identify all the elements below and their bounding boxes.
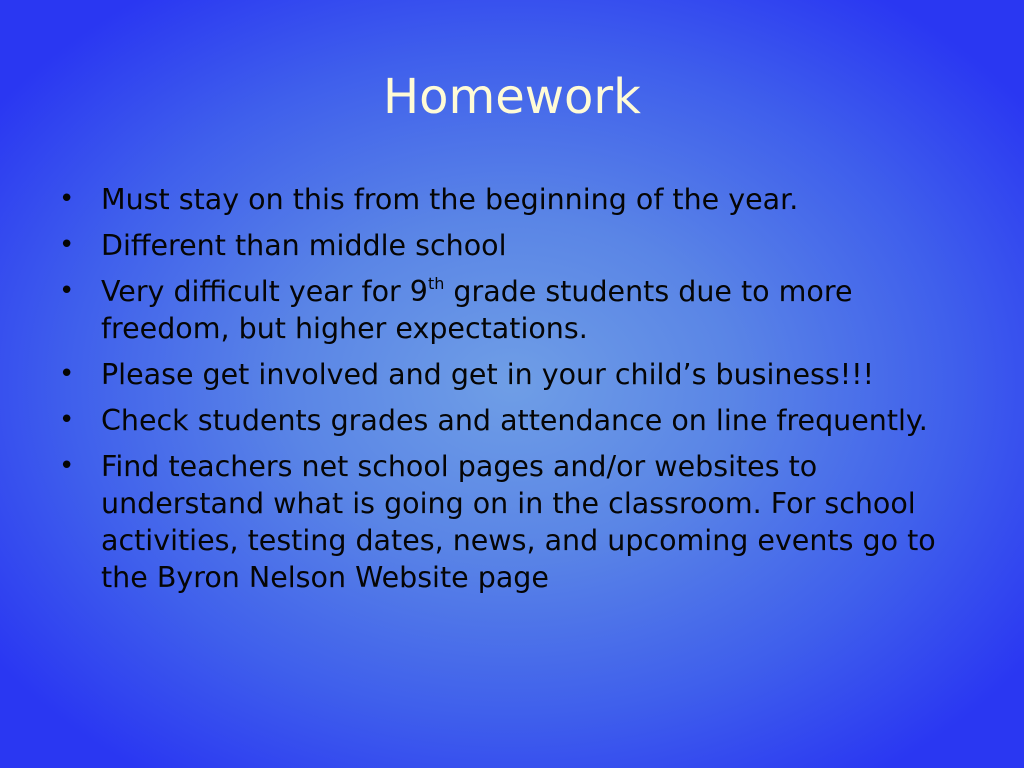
bullet-item <box>56 402 956 439</box>
bullet-text: Very difficult year for 9 <box>101 275 428 308</box>
bullet-text: Please get involved and get in your child’s business!!! <box>101 358 874 391</box>
bullet-item <box>56 181 956 218</box>
bullet-text: Find teachers net school pages and/or websites to understand what is going on in the classroom. For school activities, testing dates, news, and upcoming events go to the Byron Nelson Website page <box>101 450 936 594</box>
superscript-text: th <box>427 274 445 293</box>
bullet-icon: • <box>59 276 75 306</box>
slide-title: Homework <box>383 69 641 125</box>
bullet-list <box>56 181 956 605</box>
bullet-item <box>56 273 956 347</box>
bullet-item <box>56 448 956 596</box>
bullet-text: Check students grades and attendance on line frequently. <box>101 404 928 437</box>
bullet-text: Must stay on this from the beginning of the year. <box>101 183 799 216</box>
bullet-icon: • <box>59 405 75 435</box>
bullet-text: Different than middle school <box>101 229 507 262</box>
bullet-text-continued: grade students due to more freedom, but higher expectations. <box>101 275 853 345</box>
bullet-item <box>56 227 956 264</box>
bullet-icon: • <box>59 359 75 389</box>
bullet-item <box>56 356 956 393</box>
bullet-icon: • <box>59 451 75 481</box>
bullet-icon: • <box>59 230 75 260</box>
bullet-icon: • <box>59 184 75 214</box>
